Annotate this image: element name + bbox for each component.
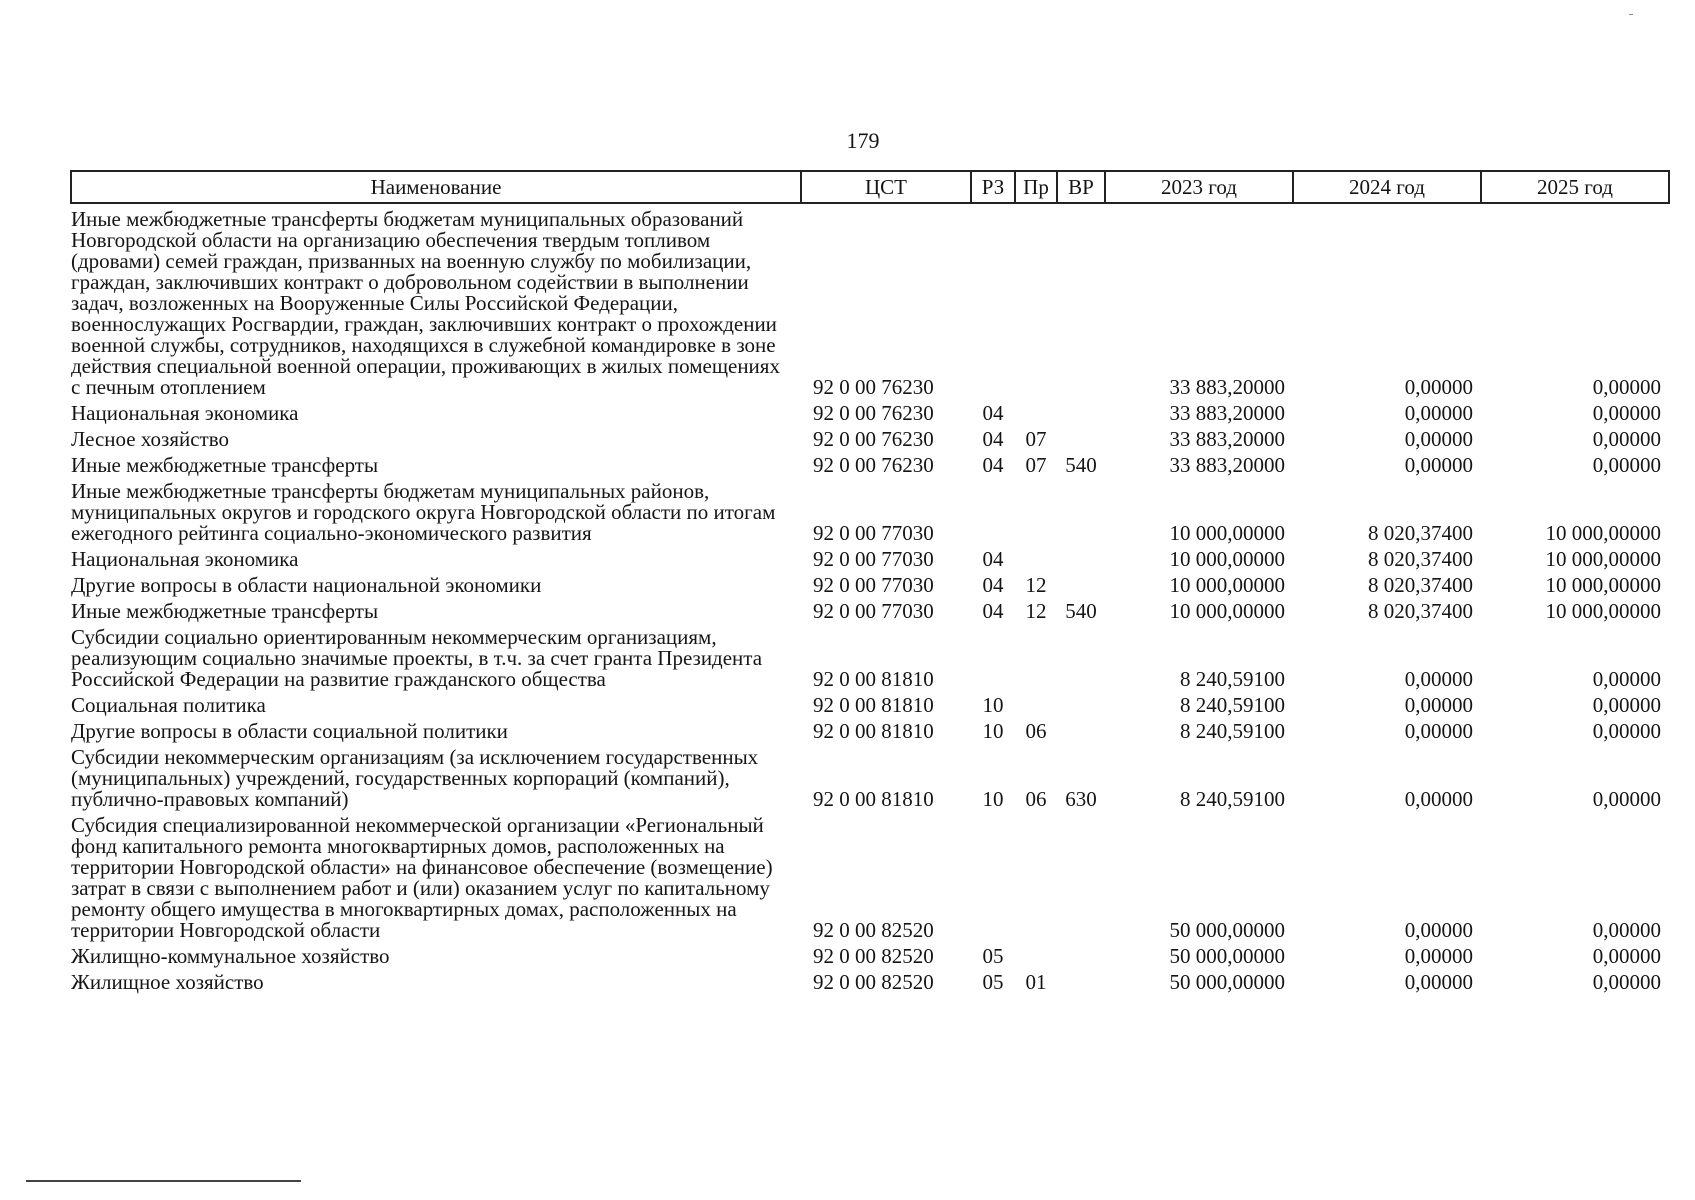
budget-table [70,170,1668,993]
cell-y2025: 0,00000 [1592,970,1661,994]
cell-vr: 540 [1065,599,1097,623]
cell-y2025: 10 000,00000 [1545,547,1661,571]
header-2024: 2024 год [1293,171,1481,203]
header-name: Наименование [71,171,801,203]
table-row [71,596,1669,622]
cell-cst: 92 0 00 82520 [813,970,934,994]
cell-y2023: 10 000,00000 [1169,599,1285,623]
cell-y2023: 8 240,59100 [1180,667,1285,691]
cell-y2024: 0,00000 [1404,970,1473,994]
cell-cst: 92 0 00 81810 [813,693,934,717]
cell-cst: 92 0 00 81810 [813,719,934,743]
cell-cst: 92 0 00 77030 [813,547,934,571]
cell-pr [1015,690,1057,716]
cell-rz: 04 [982,401,1004,425]
cell-y2023: 50 000,00000 [1169,944,1285,968]
cell-y2025: 10 000,00000 [1545,521,1661,545]
table-row [71,570,1669,596]
cell-cst: 92 0 00 82520 [813,944,934,968]
cell-name: Жилищное хозяйство [71,970,264,994]
cell-pr: 07 [1025,427,1047,451]
cell-rz: 10 [982,787,1004,811]
cell-pr: 06 [1025,787,1047,811]
cell-vr [1057,424,1105,450]
cell-name: Жилищно-коммунальное хозяйство [71,944,390,968]
cell-y2023: 10 000,00000 [1169,573,1285,597]
cell-y2023: 50 000,00000 [1169,970,1285,994]
cell-y2024: 8 020,37400 [1368,599,1473,623]
cell-y2025: 0,00000 [1592,401,1661,425]
footnote-divider [26,1180,301,1182]
cell-y2023: 8 240,59100 [1180,787,1285,811]
cell-name: Иные межбюджетные трансферты бюджетам муниципальных образований Новгородской области на организацию обеспечения твердым топливом (дровами) семей граждан, призванных на военную службу по мобилизации, граждан, заключивших контракт о добровольном содействии в выполнении задач, возложенных на Вооруженные Силы Российской Федерации, военнослужащих Росгвардии, граждан, заключивших контракт о прохождении военной службы, сотрудников, находящихся в служебной командировке в зоне действия специальной военной операции, проживающих в жилых помещениях с печным отоплением [71,207,780,399]
cell-rz [971,476,1015,544]
cell-vr [1057,203,1105,398]
cell-y2024: 0,00000 [1404,427,1473,451]
cell-y2023: 8 240,59100 [1180,693,1285,717]
header-cst: ЦСТ [801,171,971,203]
cell-name: Национальная экономика [71,547,299,571]
cell-rz: 04 [982,573,1004,597]
table-row [71,690,1669,716]
cell-y2024: 0,00000 [1404,787,1473,811]
cell-y2024: 0,00000 [1404,667,1473,691]
cell-name: Иные межбюджетные трансферты [71,453,379,477]
header-2023: 2023 год [1105,171,1293,203]
cell-cst: 92 0 00 76230 [813,427,934,451]
cell-y2023: 10 000,00000 [1169,521,1285,545]
cell-cst: 92 0 00 76230 [813,375,934,399]
cell-vr [1057,941,1105,967]
cell-y2025: 0,00000 [1592,375,1661,399]
cell-y2023: 33 883,20000 [1169,375,1285,399]
cell-name: Национальная экономика [71,401,299,425]
cell-y2025: 10 000,00000 [1545,573,1661,597]
cell-y2025: 0,00000 [1592,453,1661,477]
cell-rz: 04 [982,599,1004,623]
cell-rz: 04 [982,547,1004,571]
cell-y2025: 0,00000 [1592,693,1661,717]
cell-y2024: 0,00000 [1404,944,1473,968]
cell-pr [1015,941,1057,967]
cell-rz [971,810,1015,941]
cell-y2023: 33 883,20000 [1169,427,1285,451]
cell-cst: 92 0 00 77030 [813,599,934,623]
cell-y2023: 10 000,00000 [1169,547,1285,571]
cell-y2025: 0,00000 [1592,667,1661,691]
cell-y2024: 0,00000 [1404,401,1473,425]
cell-vr [1057,622,1105,690]
cell-y2025: 0,00000 [1592,918,1661,942]
cell-y2023: 33 883,20000 [1169,401,1285,425]
cell-cst: 92 0 00 76230 [813,401,934,425]
cell-vr [1057,716,1105,742]
table-row [71,742,1669,810]
table-row [71,476,1669,544]
cell-y2024: 0,00000 [1404,693,1473,717]
cell-name: Иные межбюджетные трансферты бюджетам муниципальных районов, муниципальных округов и городского округа Новгородской области по итогам ежегодного рейтинга социально-экономического развития [71,479,776,545]
scan-mark [1629,14,1633,15]
table-row [71,203,1669,398]
cell-vr [1057,544,1105,570]
cell-name: Социальная политика [71,693,266,717]
cell-name: Другие вопросы в области национальной экономики [71,573,542,597]
cell-name: Лесное хозяйство [71,427,229,451]
cell-rz: 04 [982,427,1004,451]
cell-vr: 630 [1065,787,1097,811]
table-row [71,544,1669,570]
table-row [71,398,1669,424]
cell-y2024: 8 020,37400 [1368,573,1473,597]
table-row [71,424,1669,450]
cell-pr [1015,398,1057,424]
cell-y2024: 0,00000 [1404,719,1473,743]
cell-vr [1057,690,1105,716]
cell-rz: 04 [982,453,1004,477]
cell-pr: 07 [1025,453,1047,477]
cell-pr [1015,476,1057,544]
cell-cst: 92 0 00 77030 [813,573,934,597]
cell-pr: 12 [1025,573,1047,597]
table-row [71,810,1669,941]
cell-y2025: 10 000,00000 [1545,599,1661,623]
cell-y2023: 33 883,20000 [1169,453,1285,477]
header-2025: 2025 год [1481,171,1669,203]
cell-y2024: 0,00000 [1404,375,1473,399]
header-rz: РЗ [971,171,1015,203]
cell-vr [1057,810,1105,941]
cell-pr: 12 [1025,599,1047,623]
cell-y2024: 0,00000 [1404,918,1473,942]
cell-name: Субсидии некоммерческим организациям (за исключением государственных (муниципальных) учреждений, государственных корпораций (компаний), публично-правовых компаний) [71,745,759,811]
cell-rz: 05 [982,944,1004,968]
cell-y2024: 0,00000 [1404,453,1473,477]
cell-y2024: 8 020,37400 [1368,521,1473,545]
cell-vr [1057,570,1105,596]
cell-y2024: 8 020,37400 [1368,547,1473,571]
cell-y2023: 8 240,59100 [1180,719,1285,743]
cell-rz: 10 [982,693,1004,717]
cell-rz [971,203,1015,398]
cell-y2023: 50 000,00000 [1169,918,1285,942]
cell-pr: 01 [1025,970,1047,994]
cell-y2025: 0,00000 [1592,427,1661,451]
table-row [71,941,1669,967]
cell-cst: 92 0 00 76230 [813,453,934,477]
table-row [71,450,1669,476]
cell-y2025: 0,00000 [1592,787,1661,811]
cell-cst: 92 0 00 81810 [813,787,934,811]
header-pr: Пр [1015,171,1057,203]
cell-vr [1057,967,1105,993]
cell-rz: 10 [982,719,1004,743]
cell-y2025: 0,00000 [1592,719,1661,743]
table-body [71,203,1669,993]
cell-cst: 92 0 00 77030 [813,521,934,545]
cell-pr: 06 [1025,719,1047,743]
page-number: 179 [846,128,880,153]
cell-vr [1057,476,1105,544]
table-header [71,171,1669,203]
table-row [71,716,1669,742]
cell-name: Субсидии социально ориентированным некоммерческим организациям, реализующим социально значимые проекты, в т.ч. за счет гранта Президента Российской Федерации на развитие гражданского общества [71,625,763,691]
cell-pr [1015,622,1057,690]
header-vr: ВР [1057,171,1105,203]
table-row [71,967,1669,993]
cell-vr: 540 [1065,453,1097,477]
table-row [71,622,1669,690]
cell-pr [1015,810,1057,941]
cell-pr [1015,544,1057,570]
cell-y2025: 0,00000 [1592,944,1661,968]
cell-rz [971,622,1015,690]
cell-name: Иные межбюджетные трансферты [71,599,379,623]
cell-name: Другие вопросы в области социальной политики [71,719,508,743]
cell-cst: 92 0 00 82520 [813,918,934,942]
cell-rz: 05 [982,970,1004,994]
cell-cst: 92 0 00 81810 [813,667,934,691]
cell-vr [1057,398,1105,424]
cell-name: Субсидия специализированной некоммерческой организации «Региональный фонд капитального ремонта многоквартирных домов, расположенных на территории Новгородской области» на финансовое обеспечение (возмещение) затрат в связи с выполнением работ и (или) оказанием услуг по капитальному ремонту общего имущества в многоквартирных домах, расположенных на территории Новгородской области [71,813,773,942]
cell-pr [1015,203,1057,398]
